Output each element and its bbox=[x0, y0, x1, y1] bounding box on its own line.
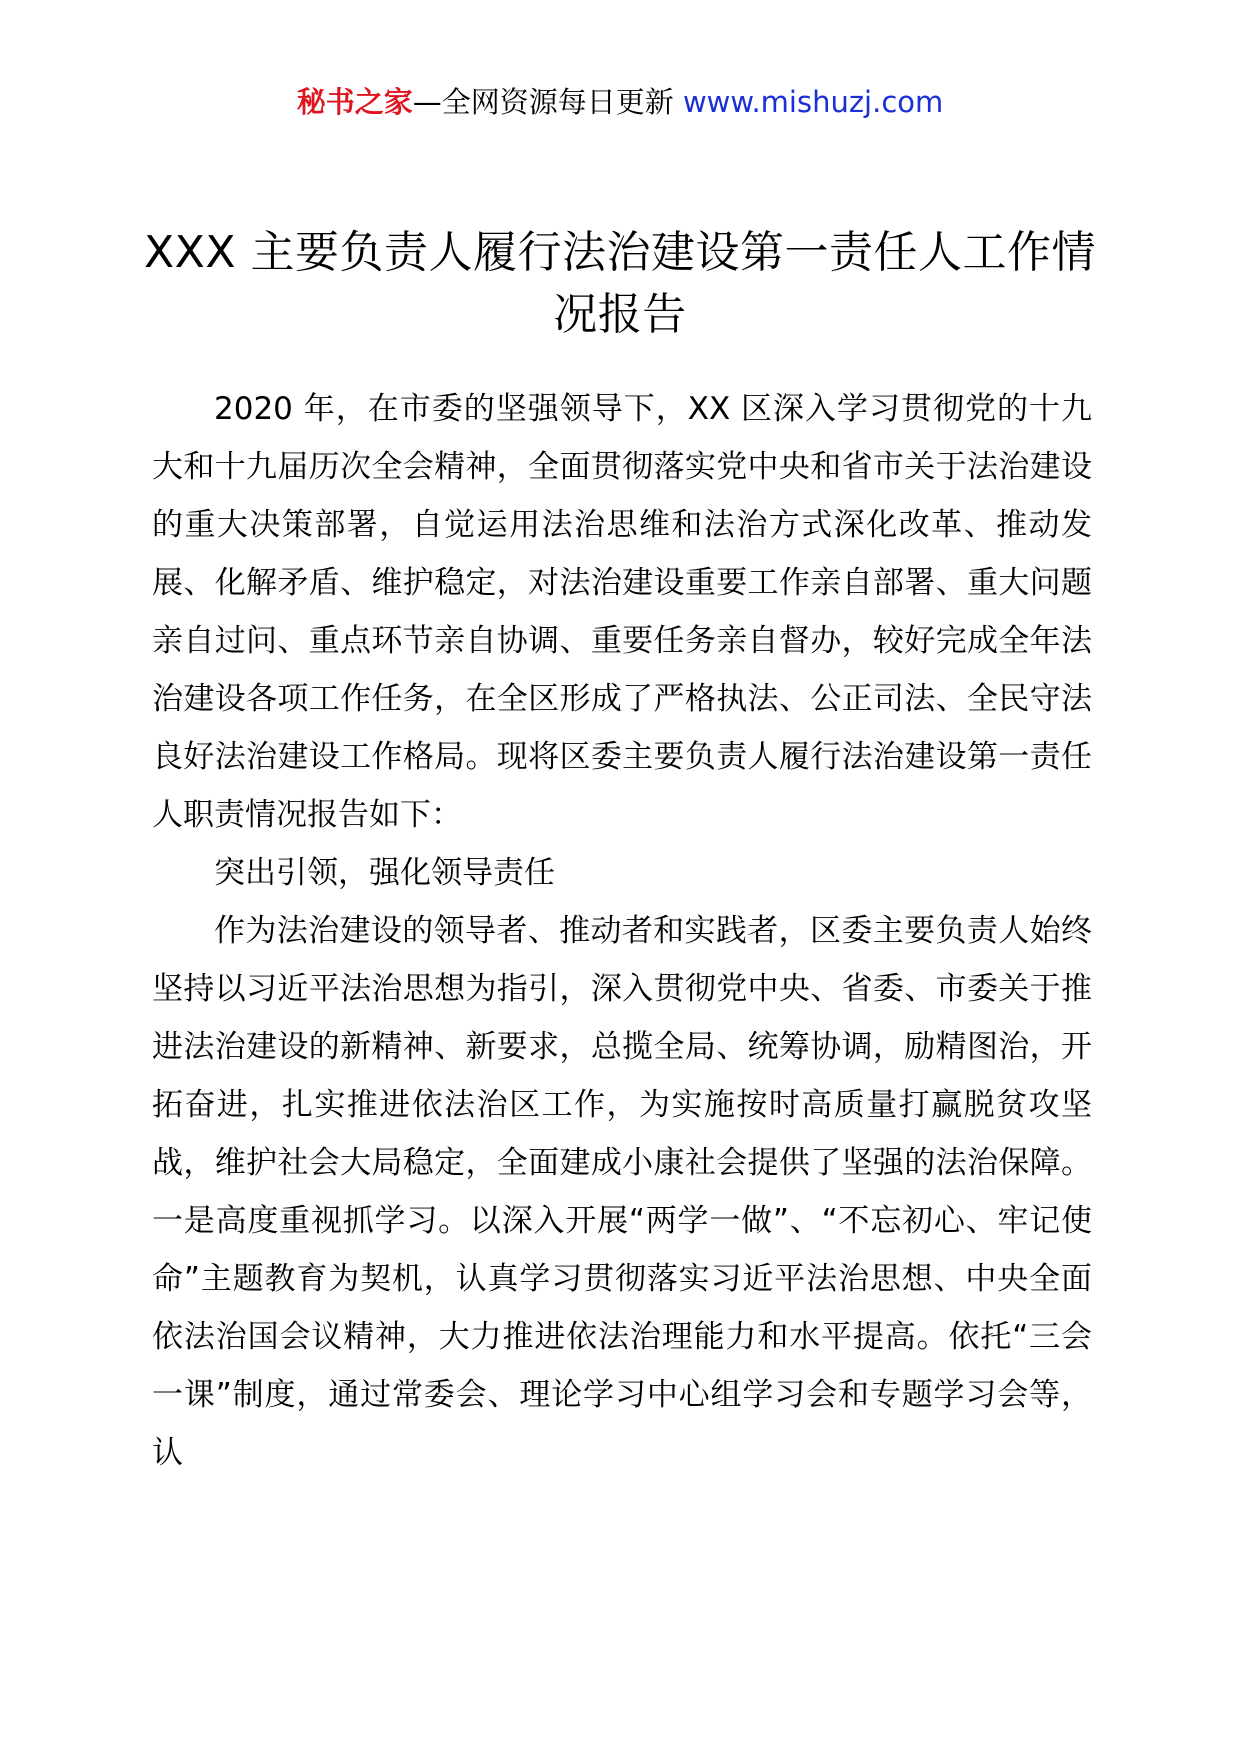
section-heading: 突出引领，强化领导责任 bbox=[214, 855, 555, 891]
paragraph-intro: 2020 年，在市委的坚强领导下，XX 区深入学习贯彻党的十九大和十九届历次全会精神，全面贯彻落实党中央和省市关于法治建设的重大决策部署，自觉运用法治思维和法治方式深化改革、推动发展、化解矛盾、维护稳定，对法治建设重要工作亲自部署、重大问题亲自过问、重点环节亲自协调、重要任务亲自督办，较好完成全年法治建设各项工作任务，在全区形成了严格执法、公正司法、全民守法良好法治建设工作格局。现将区委主要负责人履行法治建设第一责任人职责情况报告如下： bbox=[152, 391, 1092, 833]
site-header bbox=[0, 82, 1240, 122]
site-tagline: —全网资源每日更新 bbox=[412, 85, 674, 119]
site-url-link[interactable]: www.mishuzj.com bbox=[682, 85, 944, 119]
document-body bbox=[152, 380, 1092, 1482]
paragraph-leadership: 作为法治建设的领导者、推动者和实践者，区委主要负责人始终坚持以习近平法治思想为指引，深入贯彻党中央、省委、市委关于推进法治建设的新精神、新要求，总揽全局、统筹协调，励精图治，开拓奋进，扎实推进依法治区工作，为实施按时高质量打赢脱贫攻坚战，维护社会大局稳定，全面建成小康社会提供了坚强的法治保障。一是高度重视抓学习。以深入开展“两学一做”、“不忘初心、牢记使命”主题教育为契机，认真学习贯彻落实习近平法治思想、中央全面依法治国会议精神，大力推进依法治理能力和水平提高。依托“三会一课”制度，通过常委会、理论学习中心组学习会和专题学习会等，认 bbox=[152, 913, 1092, 1471]
site-brand: 秘书之家 bbox=[296, 85, 413, 119]
document-title: XXX 主要负责人履行法治建设第一责任人工作情况报告 bbox=[144, 227, 1096, 340]
